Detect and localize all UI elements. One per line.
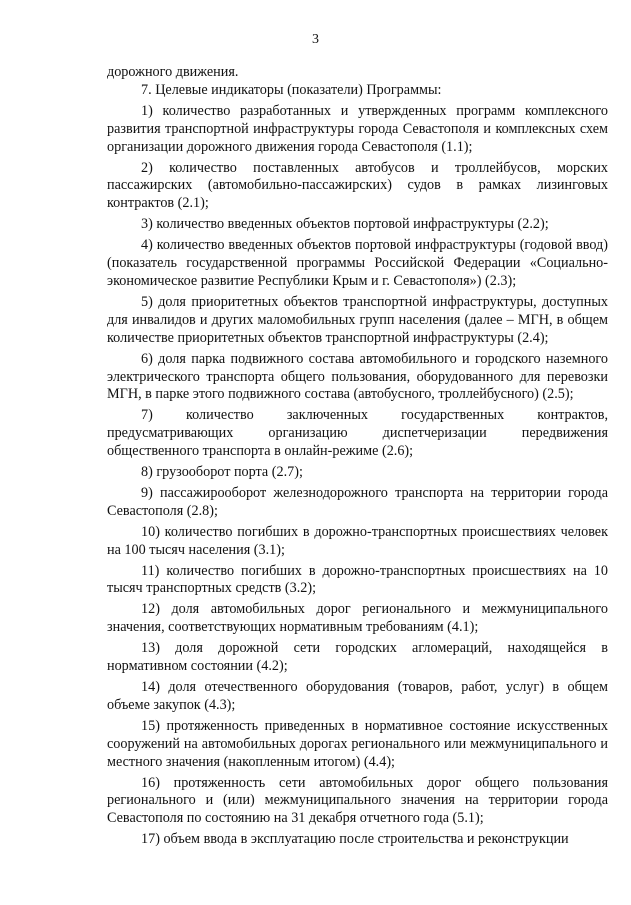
list-item: 12) доля автомобильных дорог регионального и межмуниципального значения, соответствующих нормативным требованиям (4.1); bbox=[107, 601, 608, 636]
list-item: 6) доля парка подвижного состава автомобильного и городского наземного электрического транспорта общего пользования, оборудованного для перевозки МГН, в парке этого подвижного состава (автобусного, троллейбусного) (2.5); bbox=[107, 350, 608, 403]
document-body bbox=[107, 64, 608, 849]
list-item: 5) доля приоритетных объектов транспортной инфраструктуры, доступных для инвалидов и других маломобильных групп населения (далее – МГН, в общем количестве приоритетных объектов транспортной инфраструктуры (2.4); bbox=[107, 293, 608, 346]
section-heading: 7. Целевые индикаторы (показатели) Программы: bbox=[141, 81, 442, 98]
list-item: 13) доля дорожной сети городских агломераций, находящейся в нормативном состоянии (4.2); bbox=[107, 640, 608, 675]
list-item: 7) количество заключенных государственных контрактов, предусматривающих организацию диспетчеризации передвижения общественного транспорта в онлайн-режиме (2.6); bbox=[107, 407, 608, 460]
list-item: 2) количество поставленных автобусов и троллейбусов, морских пассажирских (автомобильно-пассажирских) судов в рамках лизинговых контрактов (2.1); bbox=[107, 159, 608, 212]
paragraph-continuation: дорожного движения. bbox=[107, 64, 239, 80]
list-item: 9) пассажирооборот железнодорожного транспорта на территории города Севастополя (2.8); bbox=[107, 484, 608, 519]
list-item: 4) количество введенных объектов портовой инфраструктуры (годовой ввод) (показатель государственной программы Российской Федерации «Социально-экономическое развитие Республики Крым и г. Севастополя») (2.3); bbox=[107, 237, 608, 289]
list-item: 3) количество введенных объектов портовой инфраструктуры (2.2); bbox=[141, 216, 549, 233]
list-item: 11) количество погибших в дорожно-транспортных происшествиях на 10 тысяч транспортных средств (3.2); bbox=[107, 562, 608, 597]
list-item: 15) протяженность приведенных в нормативное состояние искусственных сооружений на автомобильных дорогах регионального или межмуниципального и местного значения (накопленным итогом) (4.4); bbox=[107, 717, 608, 770]
list-item: 16) протяженность сети автомобильных дорог общего пользования регионального и (или) межмуниципального значения на территории города Севастополя по состоянию на 31 декабря отчетного года (5.1); bbox=[107, 774, 608, 827]
list-item: 8) грузооборот порта (2.7); bbox=[141, 464, 303, 481]
list-item: 14) доля отечественного оборудования (товаров, работ, услуг) в общем объеме закупок (4.3); bbox=[107, 679, 608, 713]
list-item: 1) количество разработанных и утвержденных программ комплексного развития транспортной инфраструктуры города Севастополя и комплексных схем организации дорожного движения города Севастополя (1.1); bbox=[107, 102, 608, 155]
list-item: 17) объем ввода в эксплуатацию после строительства и реконструкции bbox=[141, 831, 569, 848]
page-number: 3 bbox=[312, 32, 319, 47]
list-item: 10) количество погибших в дорожно-транспортных происшествиях человек на 100 тысяч населения (3.1); bbox=[107, 523, 608, 558]
